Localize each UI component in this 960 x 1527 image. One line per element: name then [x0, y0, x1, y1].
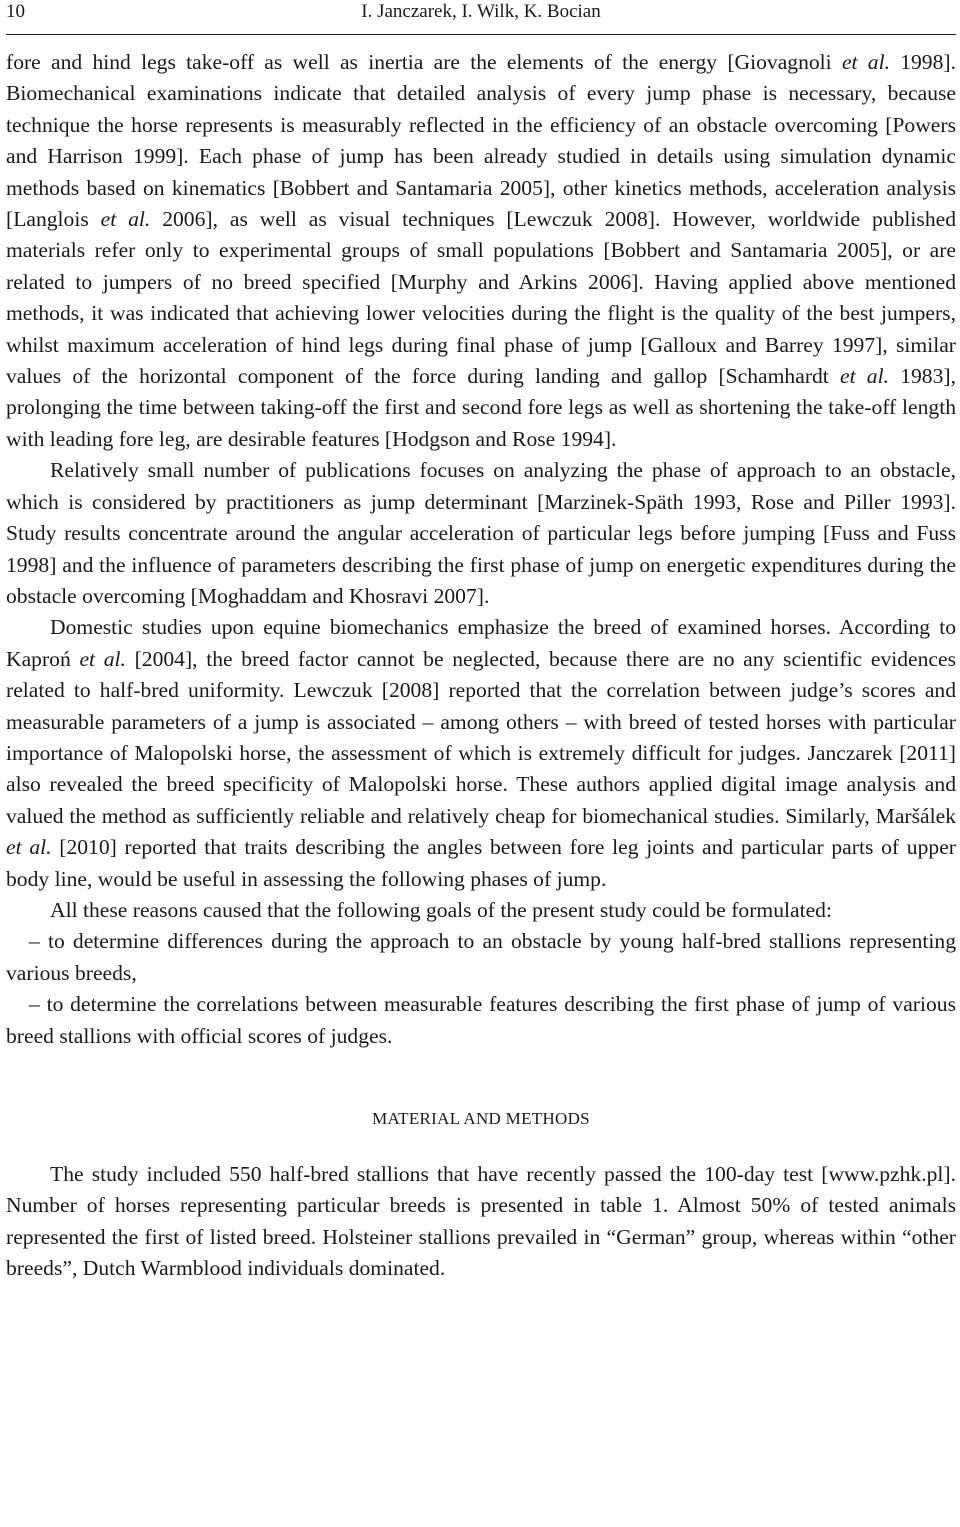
goal-item-2: – to determine the correlations between measurable features describing the first phase of jump of various breed stallions with official scores of judges. — [6, 992, 956, 1048]
paragraph-4: All these reasons caused that the following goals of the present study could be formulated: — [50, 897, 832, 922]
paragraph-1-text-g: 1983], prolonging the time between taking-off the first and second fore legs as well as shortening the take-off length with leading fore leg, are desirable features [Hodgson and Rose 1994]. — [6, 364, 956, 451]
paragraph-1-text-e: 2006], as well as visual techniques [Lewczuk 2008]. However, worldwide published materials refer only to experimental groups of small populations [Bobbert and Santamaria 2005], or are related to jumpers of no breed specified [Murphy and Arkins 2006]. Having applied above mentioned methods, it was indicated that achieving lower velocities during the flight is the quality of the best jumpers, whilst maximum acceleration of hind legs during final phase of jump [Galloux and Barrey 1997], similar values of the horizontal component of the force during landing and gallop [Schamhardt — [6, 207, 956, 389]
methods-paragraph: The study included 550 half-bred stallions that have recently passed the 100-day test [www.pzhk.pl]. Number of horses representing particular breeds is presented in table 1. Almost 50% of tested animals represented the first of listed breed. Holsteiner stallions prevailed in “German” group, whereas within “other breeds”, Dutch Warmblood individuals dominated. — [6, 1162, 956, 1281]
paragraph-3-text-a: Domestic studies upon equine biomechanics emphasize the breed of examined horses. According to Kaproń — [6, 615, 956, 671]
paragraph-1-text-c: 1998]. Biomechanical examinations indicate that detailed analysis of every jump phase is necessary, because technique the horse represents is measurably reflected in the efficiency of an obstacle overcoming [Powers and Harrison 1999]. Each phase of jump has been already studied in details using simulation dynamic methods based on kinematics [Bobbert and Santamaria 2005], other kinetics methods, acceleration analysis [Langlois — [6, 50, 956, 232]
paragraph-1-et-al-1: et al. — [841, 50, 890, 74]
paragraph-1-et-al-3: et al. — [840, 364, 889, 389]
paragraph-1-text-a: fore and hind legs take-off as well as inertia are the elements of the energy [Giovagnoli — [6, 50, 842, 74]
paragraph-3-text-e: [2010] reported that traits describing the angles between fore leg joints and particular parts of upper body line, would be useful in assessing the following phases of jump. — [6, 835, 956, 891]
section-heading: MATERIAL AND METHODS — [372, 1109, 590, 1128]
paragraph-1 — [6, 47, 956, 455]
running-head: I. Janczarek, I. Wilk, K. Bocian — [361, 1, 601, 22]
paragraph-3-et-al-2: et al. — [6, 835, 52, 860]
page-number: 10 — [6, 1, 25, 22]
page-header — [6, 0, 956, 35]
paragraph-1-et-al-2: et al. — [100, 207, 151, 232]
paragraph-2: Relatively small number of publications focuses on analyzing the phase of approach to an obstacle, which is considered by practitioners as jump determinant [Marzinek-Späth 1993, Rose and Piller 1993]. Study results concentrate around the angular acceleration of particular legs before jumping [Fuss and Fuss 1998] and the influence of parameters describing the first phase of jump on energetic expenditures during the obstacle overcoming [Moghaddam and Khosravi 2007]. — [6, 458, 956, 608]
article-body — [6, 47, 956, 1285]
goal-item-1: – to determine differences during the approach to an obstacle by young half-bred stallions representing various breeds, — [6, 929, 956, 985]
paragraph-3-et-al-1: et al. — [79, 646, 126, 671]
paragraph-3 — [6, 612, 956, 895]
paragraph-3-text-c: [2004], the breed factor cannot be neglected, because there are no any scientific evidences related to half-bred uniformity. Lewczuk [2008] reported that the correlation between judge’s scores and measurable parameters of a jump is associated – among others – with breed of tested horses with particular importance of Malopolski horse, the assessment of which is extremely difficult for judges. Janczarek [2011] also revealed the breed specificity of Malopolski horse. These authors applied digital image analysis and valued the method as sufficiently reliable and relatively cheap for biomechanical studies. Similarly, Maršálek — [6, 646, 956, 828]
